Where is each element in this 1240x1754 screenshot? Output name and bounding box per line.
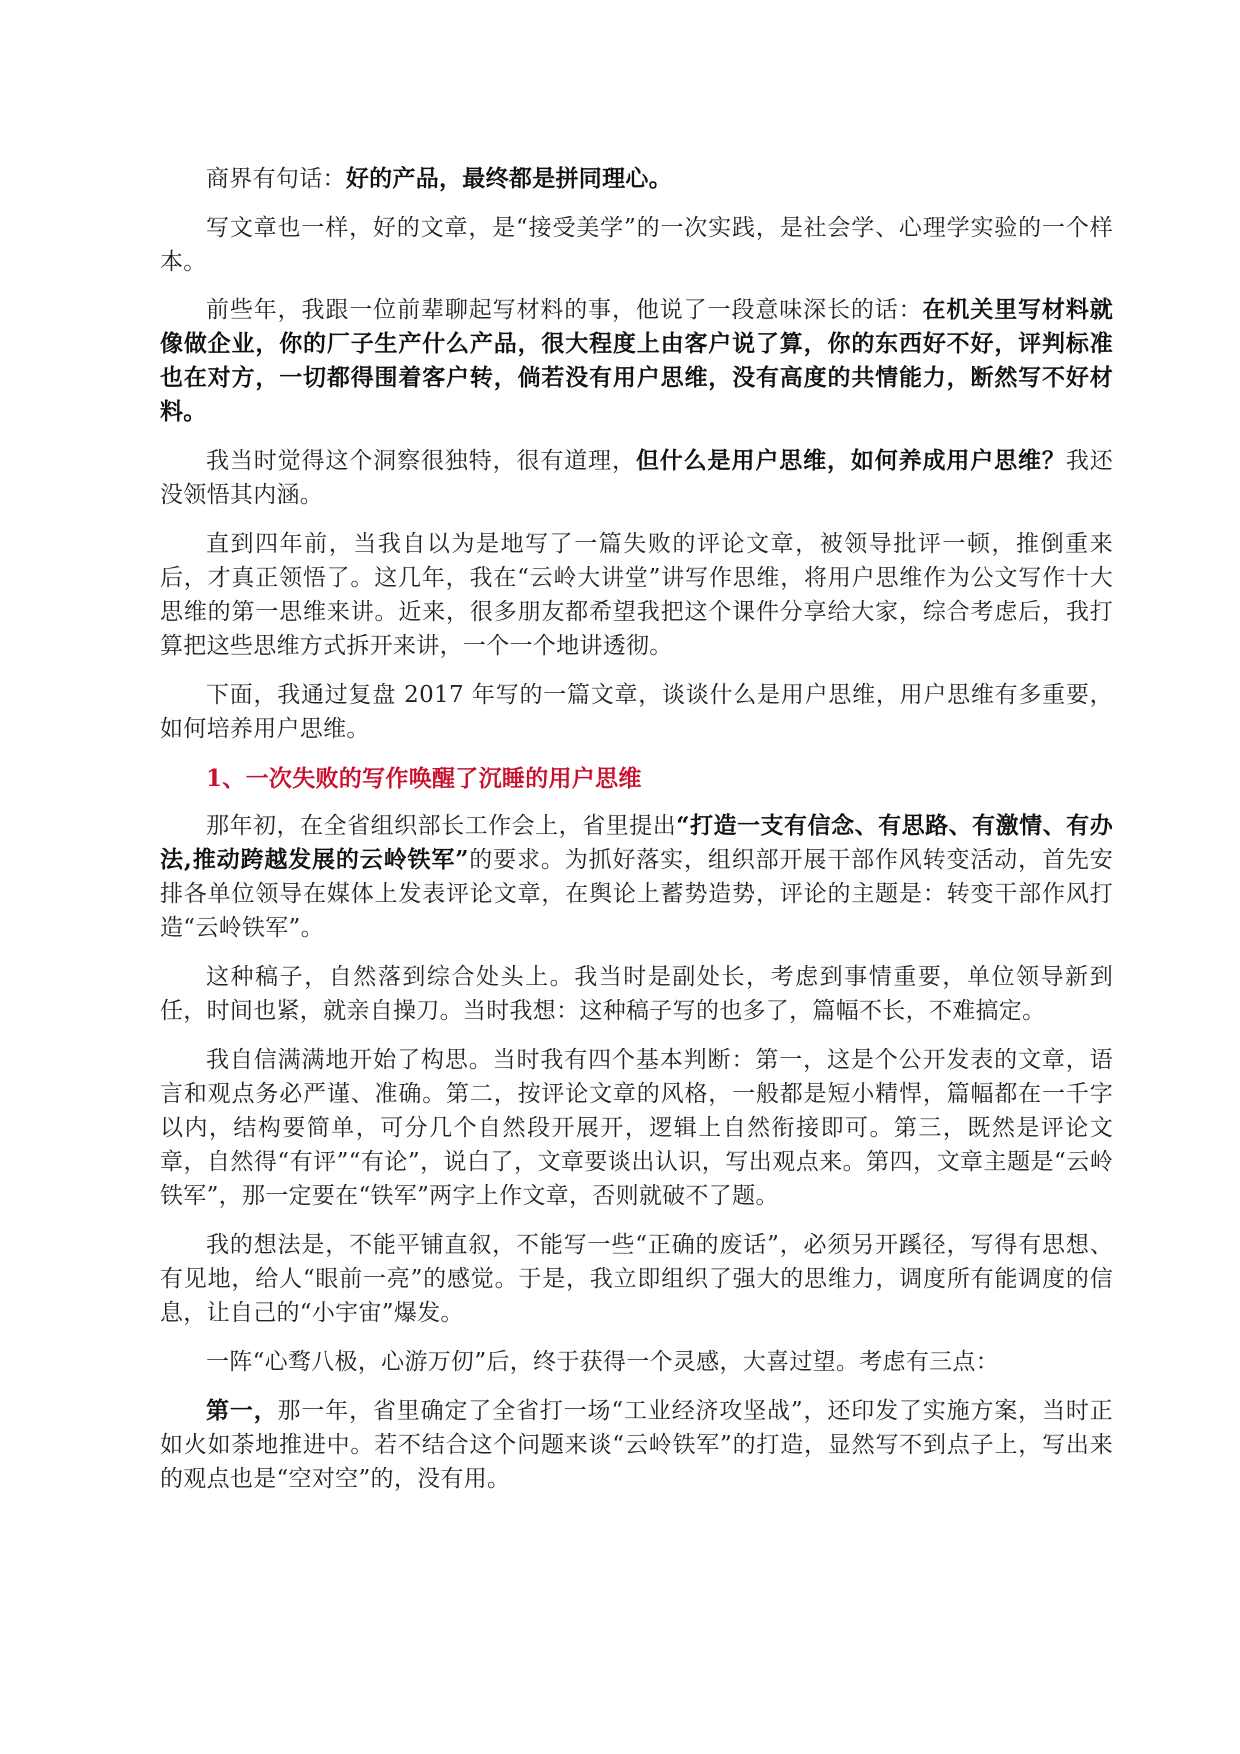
paragraph-review-intro <box>160 678 1113 746</box>
document-page <box>160 162 1113 1511</box>
text-run: 那一年，省里确定了全省打一场“工业经济攻坚战”，还印发了实施方案，当时正如火如荼地推进中。若不结合这个问题来谈“云岭铁军”的打造，显然写不到点子上，写出来的观点也是“空对空”的，没有用。 <box>160 1398 1113 1492</box>
paragraph-intro-quote <box>160 162 1113 196</box>
text-run: 商界有句话： <box>206 166 346 192</box>
text-run: 写文章也一样，好的文章，是“接受美学”的一次实践，是社会学、心理学实验的一个样本。 <box>160 215 1113 275</box>
bold-text-run: 好的产品，最终都是拼同理心。 <box>345 165 673 192</box>
paragraph-new-approach <box>160 1228 1113 1330</box>
section-heading: 1、一次失败的写作唤醒了沉睡的用户思维 <box>206 765 642 792</box>
text-run: 一阵“心骛八极，心游万仞”后，终于获得一个灵感，大喜过望。考虑有三点： <box>206 1349 1000 1375</box>
bold-text-run: 第一， <box>206 1397 278 1424</box>
text-run: 我的想法是，不能平铺直叙，不能写一些“正确的废话”，必须另开蹊径，写得有思想、有见地，给人“眼前一亮”的感觉。于是，我立即组织了强大的思维力，调度所有能调度的信息，让自己的“小宇宙”爆发。 <box>160 1232 1113 1326</box>
text-run: 那年初，在全省组织部长工作会上，省里提出 <box>206 813 677 839</box>
text-run: 的要求。为抓好落实，组织部开展干部作风转变活动，首先安排各单位领导在媒体上发表评论文章，在舆论上蓄势造势，评论的主题是：转变干部作风打造“云岭铁军”。 <box>160 847 1113 941</box>
text-run: 下面，我通过复盘 2017 年写的一篇文章，谈谈什么是用户思维，用户思维有多重要，如何培养用户思维。 <box>160 682 1113 742</box>
bold-text-run: 在机关里写材料就像做企业，你的厂子生产什么产品，很大程度上由客户说了算，你的东西好不好，评判标准也在对方，一切都得围着客户转，倘若没有用户思维，没有高度的共情能力，断然写不好材料。 <box>160 296 1114 425</box>
paragraph-user-thinking-question <box>160 444 1113 512</box>
paragraph-inspiration <box>160 1345 1113 1379</box>
paragraph-four-years-ago <box>160 527 1113 663</box>
text-run: 我当时觉得这个洞察很独特，很有道理， <box>206 448 636 474</box>
bold-text-run: “打造一支有信念、有思路、有激情、有办法,推动跨越发展的云岭铁军” <box>160 812 1113 873</box>
paragraph-four-judgments <box>160 1043 1113 1213</box>
paragraph-first-point <box>160 1394 1113 1496</box>
text-run: 前些年，我跟一位前辈聊起写材料的事，他说了一段意味深长的话： <box>206 297 923 323</box>
bold-text-run: 但什么是用户思维，如何养成用户思维？ <box>635 447 1066 474</box>
paragraph-draft-assignment <box>160 960 1113 1028</box>
text-run: 我还没领悟其内涵。 <box>160 448 1113 508</box>
text-run: 这种稿子，自然落到综合处头上。我当时是副处长，考虑到事情重要，单位领导新到任，时间也紧，就亲自操刀。当时我想：这种稿子写的也多了，篇幅不长，不难搞定。 <box>160 964 1113 1024</box>
paragraph-writing-analogy <box>160 211 1113 279</box>
paragraph-iron-army-requirement <box>160 809 1113 945</box>
paragraph-senior-advice <box>160 293 1113 429</box>
text-run: 我自信满满地开始了构思。当时我有四个基本判断：第一，这是个公开发表的文章，语言和观点务必严谨、准确。第二，按评论文章的风格，一般都是短小精悍，篇幅都在一千字以内，结构要简单，可分几个自然段开展开，逻辑上自然衔接即可。第三，既然是评论文章，自然得“有评”“有论”，说白了，文章要谈出认识，写出观点来。第四，文章主题是“云岭铁军”，那一定要在“铁军”两字上作文章，否则就破不了题。 <box>160 1047 1113 1209</box>
text-run: 直到四年前，当我自以为是地写了一篇失败的评论文章，被领导批评一顿，推倒重来后，才真正领悟了。这几年，我在“云岭大讲堂”讲写作思维，将用户思维作为公文写作十大思维的第一思维来讲。近来，很多朋友都希望我把这个课件分享给大家，综合考虑后，我打算把这些思维方式拆开来讲，一个一个地讲透彻。 <box>160 531 1113 659</box>
